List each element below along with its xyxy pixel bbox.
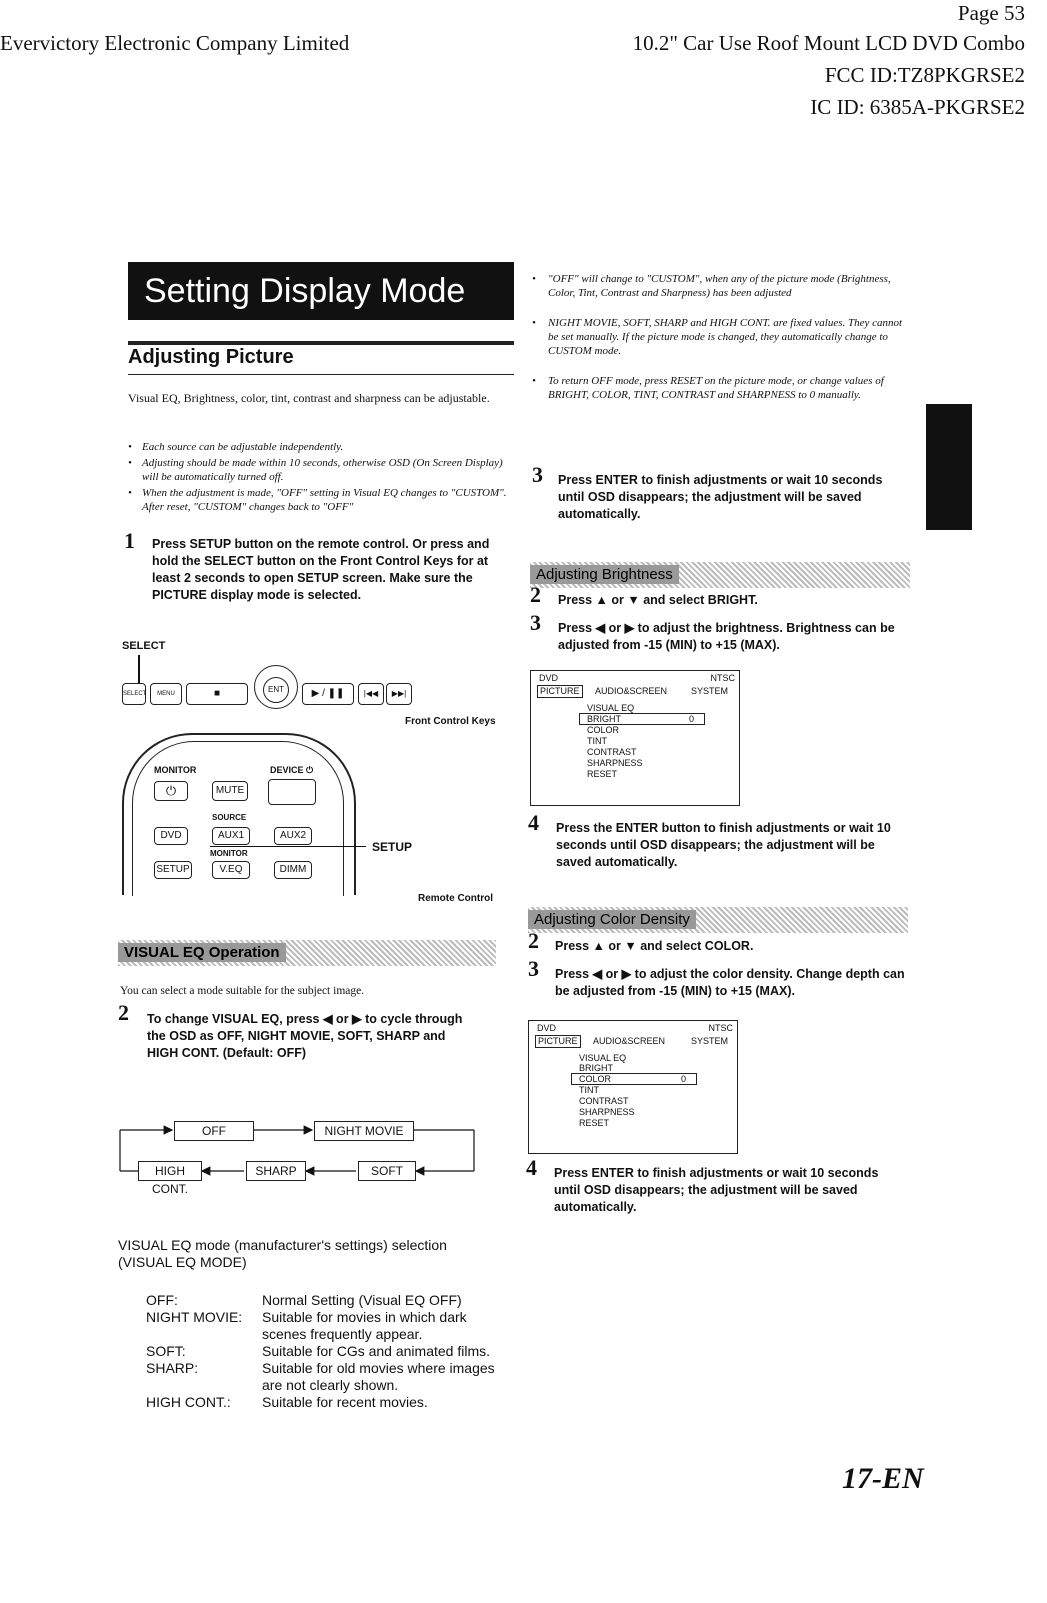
- divider: [128, 374, 514, 375]
- step-number: 2: [528, 928, 539, 953]
- aux1-key[interactable]: AUX1: [212, 827, 250, 845]
- cycle-diagram: [118, 1115, 478, 1196]
- osd-item[interactable]: TINT: [579, 1085, 599, 1095]
- front-keys-caption: Front Control Keys: [405, 716, 496, 727]
- mute-key[interactable]: MUTE: [212, 781, 248, 801]
- enter-key[interactable]: ENT: [263, 677, 289, 703]
- osd-format: NTSC: [710, 673, 735, 683]
- veq-key[interactable]: V.EQ: [212, 861, 250, 879]
- step-number: 2: [118, 1000, 129, 1025]
- aux2-key[interactable]: AUX2: [274, 827, 312, 845]
- intro-text: Visual EQ, Brightness, color, tint, contrast and sharpness can be adjustable.: [128, 391, 490, 405]
- osd-value: 0: [689, 714, 695, 724]
- list-item: NIGHT MOVIE: Suitable for movies in which dark scenes frequently appear.: [146, 1309, 467, 1342]
- list-item: • Each source can be adjustable independently.: [128, 441, 344, 453]
- section-header: [530, 562, 910, 588]
- ic-id: IC ID: 6385A-PKGRSE2: [810, 95, 1025, 119]
- device-key[interactable]: [268, 779, 316, 805]
- osd-item-selected[interactable]: COLOR: [579, 1074, 612, 1084]
- page-number: Page 53: [957, 1, 1025, 25]
- osd-tab-audio[interactable]: AUDIO&SCREEN: [593, 1036, 666, 1046]
- right-bullet-list: [532, 272, 910, 402]
- osd-tab-system[interactable]: SYSTEM: [691, 1036, 729, 1046]
- callout-line: [210, 846, 366, 847]
- osd-source: DVD: [537, 1023, 557, 1033]
- osd-item[interactable]: TINT: [587, 736, 607, 746]
- section-header: [118, 940, 496, 966]
- osd-item[interactable]: VISUAL EQ: [587, 703, 635, 713]
- step-number: 3: [532, 462, 543, 487]
- side-tab: [926, 404, 972, 530]
- step-text: Press ENTER to finish adjustments or wait 10 seconds until OSD disappears; the adjustment will be saved automatically.: [554, 1166, 879, 1214]
- osd-tab-picture[interactable]: PICTURE: [535, 1035, 581, 1048]
- step-text: Press ▲ or ▼ and select BRIGHT.: [558, 593, 758, 607]
- osd-item[interactable]: SHARPNESS: [579, 1107, 635, 1117]
- list-item: • "OFF" will change to "CUSTOM", when any of the picture mode (Brightness, Color, Tint, Contrast and Sharpness) has been adjusted: [532, 273, 891, 299]
- setup-callout: SETUP: [372, 840, 413, 854]
- osd-item-selected[interactable]: BRIGHT: [587, 714, 622, 724]
- step-text: Press the ENTER button to finish adjustments or wait 10 seconds until OSD disappears; the adjustment will be saved automatically.: [556, 821, 891, 869]
- bullet-list: [128, 440, 514, 514]
- osd-item[interactable]: BRIGHT: [579, 1063, 614, 1073]
- select-label: SELECT: [122, 640, 166, 652]
- select-key[interactable]: SELECT: [122, 683, 146, 705]
- section-header: [528, 907, 908, 933]
- step-text: Press SETUP button on the remote control. Or press and hold the SELECT button on the Front Control Keys for at least 2 seconds to open SETUP screen. Make sure the PICTURE display mode is selected.: [152, 537, 490, 602]
- cycle-box: SHARP: [246, 1161, 306, 1181]
- product-name: 10.2" Car Use Roof Mount LCD DVD Combo: [632, 31, 1025, 55]
- osd-item[interactable]: SHARPNESS: [587, 758, 643, 768]
- list-item: HIGH CONT.: Suitable for recent movies.: [146, 1394, 428, 1410]
- dimm-key[interactable]: DIMM: [274, 861, 312, 879]
- cycle-box: NIGHT MOVIE: [314, 1121, 414, 1141]
- dvd-key[interactable]: DVD: [154, 827, 188, 845]
- cycle-box: SOFT: [358, 1161, 416, 1181]
- osd-screen: [530, 670, 740, 806]
- osd-item[interactable]: VISUAL EQ: [579, 1053, 627, 1063]
- device-label: DEVICE ⏻: [270, 765, 314, 775]
- step-text: Press ▲ or ▼ and select COLOR.: [555, 939, 754, 953]
- step-text: Press ENTER to finish adjustments or wait 10 seconds until OSD disappears; the adjustment will be saved automatically.: [558, 473, 883, 521]
- mode-list: [146, 1292, 506, 1411]
- menu-key[interactable]: MENU: [150, 683, 182, 705]
- mode-title: VISUAL EQ mode (manufacturer's settings) selection (VISUAL EQ MODE): [118, 1237, 447, 1270]
- next-key[interactable]: ▶▶|: [386, 683, 412, 705]
- list-item: • To return OFF mode, press RESET on the picture mode, or change values of BRIGHT, COLOR, TINT, CONTRAST and SHARPNESS to 0 manually.: [532, 375, 884, 401]
- osd-value: 0: [681, 1074, 687, 1084]
- divider: [128, 341, 514, 345]
- monitor-label: MONITOR: [154, 765, 197, 775]
- prev-key[interactable]: |◀◀: [358, 683, 384, 705]
- veq-intro: You can select a mode suitable for the subject image.: [120, 985, 365, 997]
- step-number: 1: [124, 528, 135, 553]
- power-icon[interactable]: ⏻: [154, 781, 188, 801]
- list-item: • When the adjustment is made, "OFF" setting in Visual EQ changes to "CUSTOM". After reset, "CUSTOM" changes back to "OFF": [128, 487, 507, 513]
- step-text: Press ◀ or ▶ to adjust the color density. Change depth can be adjusted from -15 (MIN) to +15 (MAX).: [555, 967, 905, 998]
- cycle-box: HIGH CONT.: [138, 1161, 202, 1181]
- list-item: • Adjusting should be made within 10 seconds, otherwise OSD (On Screen Display) will be automatically turned off.: [128, 457, 503, 483]
- company-name: Evervictory Electronic Company Limited: [0, 31, 350, 55]
- section-title: Adjusting Color Density: [528, 910, 696, 929]
- step-number: 4: [526, 1155, 537, 1180]
- osd-format: NTSC: [708, 1023, 733, 1033]
- setup-key[interactable]: SETUP: [154, 861, 192, 879]
- step-number: 3: [528, 956, 539, 981]
- step-number: 2: [530, 582, 541, 607]
- section-heading: Adjusting Picture: [128, 346, 294, 368]
- list-item: SOFT: Suitable for CGs and animated films.: [146, 1343, 490, 1359]
- source-label: SOURCE: [212, 813, 247, 822]
- osd-screen: [528, 1020, 738, 1154]
- list-item: SHARP: Suitable for old movies where images are not clearly shown.: [146, 1360, 495, 1393]
- osd-tab-audio[interactable]: AUDIO&SCREEN: [595, 686, 668, 696]
- section-banner: Setting Display Mode: [128, 262, 514, 320]
- step-text: Press ◀ or ▶ to adjust the brightness. Brightness can be adjusted from -15 (MIN) to +15 (MAX).: [558, 621, 895, 652]
- section-title: VISUAL EQ Operation: [118, 943, 286, 962]
- page-footer-number: 17-EN: [842, 1462, 924, 1495]
- cycle-box: OFF: [174, 1121, 254, 1141]
- osd-source: DVD: [539, 673, 559, 683]
- osd-item[interactable]: CONTRAST: [587, 747, 637, 757]
- step-text: To change VISUAL EQ, press ◀ or ▶ to cycle through the OSD as OFF, NIGHT MOVIE, SOFT, SHARP and HIGH CONT. (Default: OFF): [147, 1012, 463, 1060]
- section-title: Adjusting Brightness: [530, 565, 679, 584]
- front-control-keys: [122, 683, 422, 709]
- list-item: OFF: Normal Setting (Visual EQ OFF): [146, 1292, 462, 1308]
- osd-item[interactable]: RESET: [587, 769, 618, 779]
- osd-item[interactable]: RESET: [579, 1118, 610, 1128]
- fcc-id: FCC ID:TZ8PKGRSE2: [824, 63, 1025, 87]
- play-pause-key[interactable]: ▶ / ❚❚: [302, 683, 354, 705]
- remote-caption: Remote Control: [418, 893, 493, 904]
- step-number: 4: [528, 810, 539, 835]
- remote-control: [122, 733, 356, 895]
- stop-key[interactable]: ■: [186, 683, 248, 705]
- osd-tab-picture[interactable]: PICTURE: [537, 685, 583, 698]
- osd-item[interactable]: COLOR: [587, 725, 620, 735]
- osd-item[interactable]: CONTRAST: [579, 1096, 629, 1106]
- step-number: 3: [530, 610, 541, 635]
- callout-line: [138, 655, 140, 683]
- monitor-group-label: MONITOR: [210, 849, 248, 858]
- osd-tab-system[interactable]: SYSTEM: [691, 686, 729, 696]
- list-item: • NIGHT MOVIE, SOFT, SHARP and HIGH CONT. are fixed values. They cannot be set manually. If the picture mode is changed, they automatically change to CUSTOM mode.: [532, 317, 903, 357]
